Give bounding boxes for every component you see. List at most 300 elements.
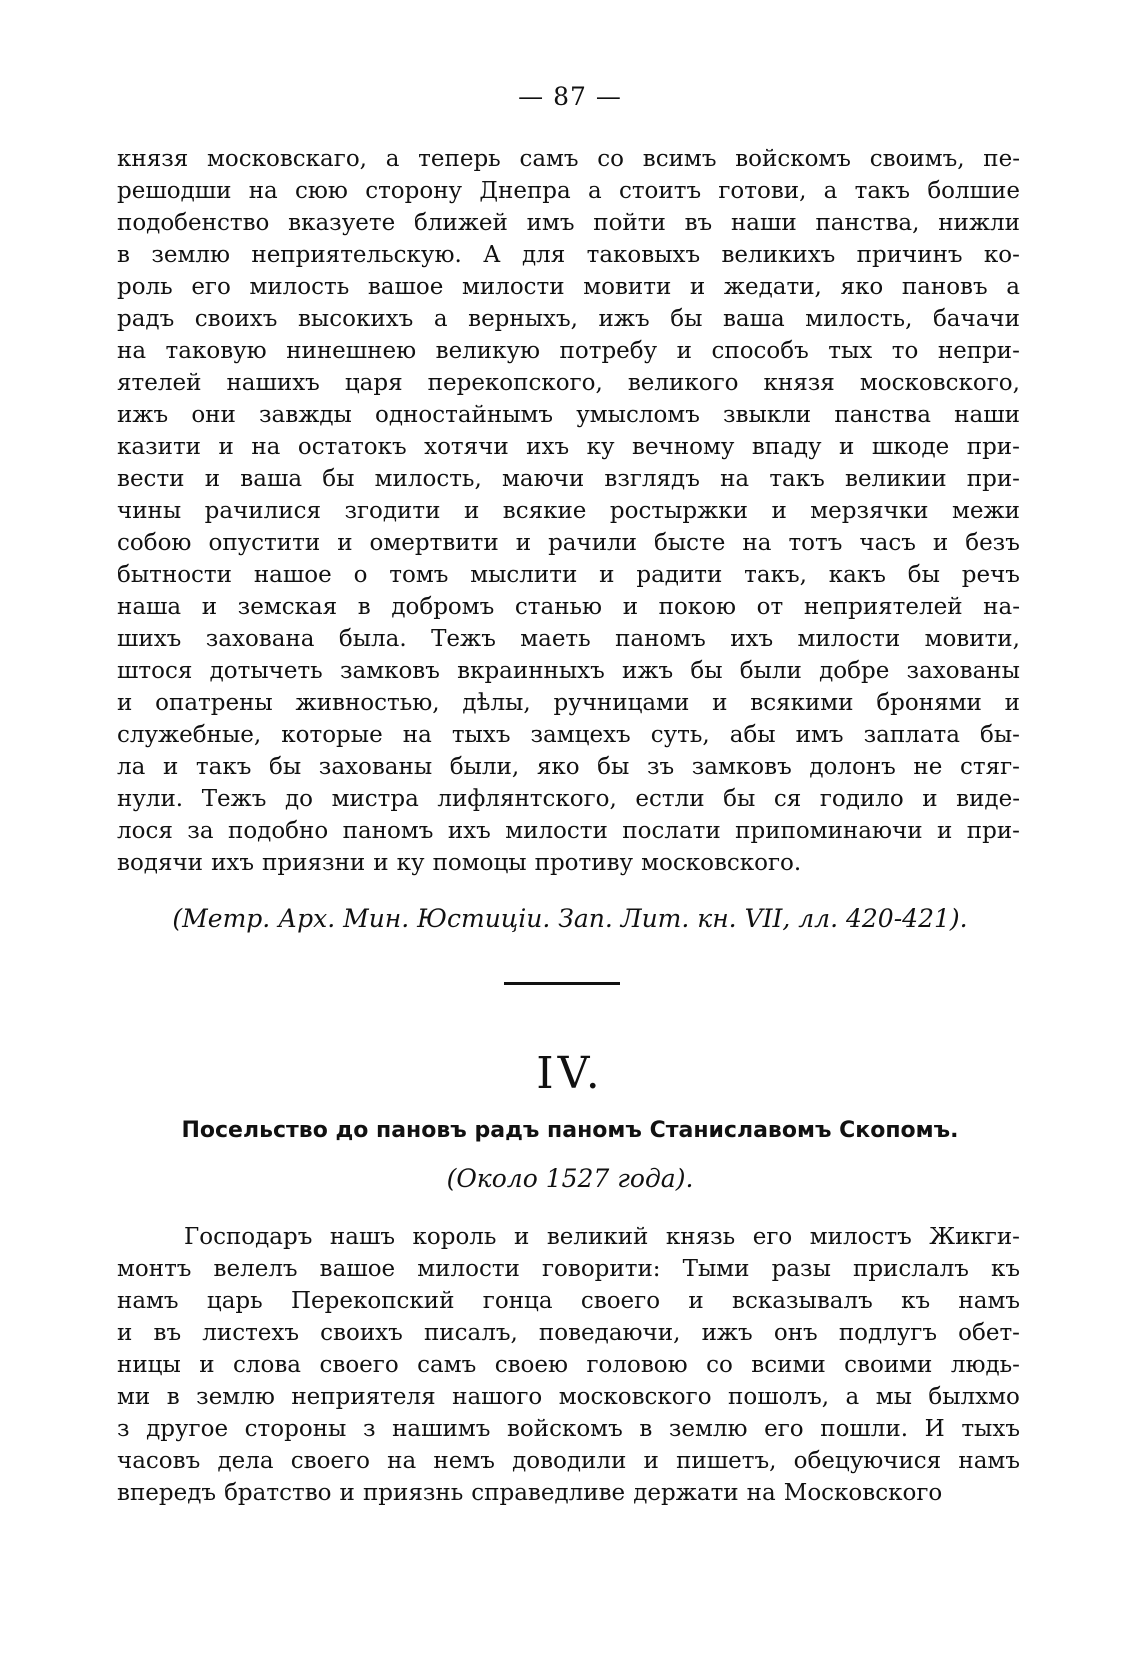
page-number: — 87 — [518,82,622,111]
word: монтъ [117,1256,192,1282]
word: долонъ [809,754,896,780]
word: а [385,146,400,172]
text-line [117,335,1020,367]
word: паномъ [342,818,434,844]
word: и [771,498,787,524]
word: они [191,402,236,428]
word: Жикги- [929,1224,1020,1250]
word: томъ [389,562,449,588]
word: великого [627,370,739,396]
word: на [746,1480,776,1506]
word: нашого [452,1384,543,1410]
word: на- [983,594,1020,620]
word: и [337,530,353,556]
word: и [117,690,133,716]
word: а [1006,274,1020,300]
word: зъ [646,754,675,780]
word: имъ [795,722,844,748]
word: радъ [117,306,175,332]
word: была. [338,626,407,652]
text-line [117,559,1020,591]
word: яко [536,754,580,780]
word: нинешнею [286,338,417,364]
word: нули. [117,786,184,812]
word: дела [217,1448,274,1474]
word: которые [281,722,383,748]
word: гонца [482,1288,553,1314]
word: ла [117,754,146,780]
text-line [117,1349,1020,1381]
word: для [521,242,566,268]
word: и [643,1448,659,1474]
text-line [117,1413,1020,1445]
word: на [117,338,147,364]
word: держати [633,1480,739,1506]
word: И [924,1416,945,1442]
word: мерзячки [810,498,929,524]
word: виде- [956,786,1020,812]
word: ихъ [526,434,570,460]
word: бы [269,754,302,780]
word: ку [586,434,615,460]
word: всказывалъ [732,1288,873,1314]
word: пошолъ, [728,1384,830,1410]
first-section-text [117,143,1020,879]
word: в [166,1384,180,1410]
text-line [117,143,1020,175]
word: были [739,658,802,684]
word: московского, [859,370,1020,396]
word: князь [665,1224,736,1250]
word: бы [597,754,630,780]
word: милости [505,818,608,844]
text-line [117,623,1020,655]
word: и [932,530,949,556]
word: при- [966,818,1020,844]
word: тотъ [788,530,843,556]
word: паномъ [615,626,706,652]
word: своими [844,1352,933,1378]
word: ся [773,786,802,812]
word: вашое [367,274,444,300]
word: маеть [520,626,591,652]
word: нашимъ [392,1416,491,1442]
word: мовити [583,274,672,300]
word: собою [117,530,192,556]
word: справедливе [471,1480,626,1506]
word: великихъ [721,242,836,268]
word: жедати, [723,274,822,300]
word: всякими [750,690,854,716]
word: дотычеть [209,658,323,684]
word: царя [344,370,403,396]
word: нашихъ [226,370,320,396]
word: наши [954,402,1020,428]
word: лося [117,818,173,844]
word: живностью, [295,690,440,716]
word: были, [449,754,520,780]
word: умысломъ [576,402,700,428]
section-heading: Посельство до пановъ радъ паномъ Станиславомъ Скопомъ. [181,1118,959,1143]
word: противу [534,850,634,876]
word: а [845,1384,860,1410]
word: в [639,1416,653,1442]
word: великую [435,338,541,364]
word: войскомъ [735,146,851,172]
word: захованы [906,658,1020,684]
word: абы [729,722,776,748]
word: нижли [938,210,1020,236]
text-line [117,815,1020,847]
word: пойти [593,210,666,236]
text-line [117,719,1020,751]
word: землю [668,1416,748,1442]
word: царь [206,1288,263,1314]
word: на [387,1448,417,1474]
word: суть, [650,722,710,748]
word: король [412,1224,497,1250]
word: мыслити [470,562,578,588]
word: до [285,786,314,812]
word: остатокъ [297,434,407,460]
word: вкраинныхъ [457,658,605,684]
word: всими [751,1352,826,1378]
word: со [706,1352,733,1378]
word: решодши [117,178,232,204]
word: слова [233,1352,302,1378]
word: и [1004,690,1020,716]
word: приязнь [362,1480,464,1506]
word: и [712,690,728,716]
word: болшие [927,178,1020,204]
word: высокихъ [297,306,414,332]
word: причинъ [856,242,963,268]
word: о [353,562,368,588]
text-line [117,591,1020,623]
word: послати [622,818,721,844]
text-line [117,1253,1020,1285]
word: войскомъ [506,1416,623,1442]
text-line [117,303,1020,335]
word: князя [117,146,189,172]
word: межи [951,498,1020,524]
text-line [117,687,1020,719]
word: доводили [512,1448,627,1474]
word: мы [875,1384,912,1410]
word: такъ, [744,562,807,588]
word: и [839,434,855,460]
word: тыхъ [961,1416,1020,1442]
word: станью [514,594,603,620]
citation: (Метр. Арх. Мин. Юстиціи. Зап. Лит. кн. VII, лл. 420-421). [172,904,968,933]
word: звыкли [723,402,812,428]
word: естли [635,786,705,812]
word: бачачи [932,306,1020,332]
word: и [204,466,221,492]
word: нашъ [329,1224,395,1250]
word: намъ [958,1288,1020,1314]
word: и [599,562,615,588]
word: обецуючися [793,1448,942,1474]
word: подобно [228,818,329,844]
word: и [676,338,692,364]
word: ми [117,1384,151,1410]
word: своимъ, [869,146,965,172]
word: добре [819,658,890,684]
word: и [218,434,234,460]
word: взглядъ [604,466,700,492]
word: з [117,1416,130,1442]
word: бы [907,562,940,588]
text-line [117,1445,1020,1477]
word: наши [730,210,797,236]
word: подобенство [117,210,270,236]
word: служебные, [117,722,262,748]
word: при- [966,466,1020,492]
word: припоминаючи [735,818,923,844]
word: пишетъ, [676,1448,777,1474]
word: бы [322,466,355,492]
word: и [689,274,706,300]
word: Московского [783,1480,943,1506]
word: ручницами [553,690,690,716]
word: замковъ [339,658,440,684]
word: добромъ [391,594,495,620]
word: верныхъ, [468,306,578,332]
word: намъ [958,1448,1020,1474]
word: непри- [937,338,1020,364]
word: тыхъ [451,722,511,748]
word: замцехъ [530,722,631,748]
word: от [756,594,784,620]
word: и [199,1352,215,1378]
word: тых [828,338,873,364]
word: ницы [117,1352,181,1378]
word: Перекопский [290,1288,455,1314]
word: нашое [253,562,332,588]
word: братство [224,1480,332,1506]
word: водячи [117,850,204,876]
word: заплата [863,722,960,748]
word: пановъ [901,274,988,300]
word: и [513,1224,530,1250]
word: теперь [418,146,501,172]
word: пошли. [820,1416,909,1442]
word: земская [237,594,338,620]
word: своего [290,1448,370,1474]
word: бы [723,786,756,812]
word: ростыржки [609,498,748,524]
word: стяг- [959,754,1020,780]
word: Тежъ [431,626,496,652]
word: мистра [331,786,419,812]
word: со [597,146,625,172]
section-numeral: IV. [536,1048,604,1099]
word: вести [117,466,185,492]
word: бытности [117,562,232,588]
word: безъ [965,530,1020,556]
word: и [515,530,532,556]
text-line [117,1477,1020,1509]
word: былхмо [928,1384,1020,1410]
text-line [117,655,1020,687]
word: Тыми [682,1256,750,1282]
word: панства, [815,210,920,236]
word: обет- [958,1320,1020,1346]
word: ихъ [211,850,254,876]
word: милость [249,274,350,300]
word: ихъ [730,626,774,652]
word: роль [117,274,173,300]
word: говорити: [541,1256,661,1282]
word: своего [580,1288,661,1314]
text-line [117,367,1020,399]
word: впередъ [117,1480,217,1506]
word: землю [151,242,230,268]
word: при- [966,434,1020,460]
text-line [117,1381,1020,1413]
word: способъ [711,338,809,364]
word: своихъ [320,1320,403,1346]
text-line [117,495,1020,527]
word: и [936,818,953,844]
word: бысте [654,530,726,556]
word: и [162,754,179,780]
text-line [117,399,1020,431]
word: перекопского, [427,370,603,396]
word: московского. [641,850,802,876]
word: радити [636,562,723,588]
word: такъ [769,466,825,492]
word: захована [205,626,315,652]
word: головою [586,1352,688,1378]
section-divider [504,982,620,985]
word: часъ [859,530,916,556]
word: имъ [526,210,575,236]
word: потребу [559,338,658,364]
word: самъ [417,1352,477,1378]
word: згодити [344,498,441,524]
word: московскаго, [207,146,367,172]
word: и [922,786,938,812]
word: намъ [117,1288,179,1314]
word: впаду [751,434,822,460]
word: замковъ [691,754,792,780]
word: писалъ, [423,1320,518,1346]
word: опатрены [155,690,273,716]
word: поведаючи, [538,1320,681,1346]
word: всякие [502,498,587,524]
word: шихъ [117,626,182,652]
text-line [117,207,1020,239]
word: шкоде [871,434,950,460]
word: такъ [195,754,252,780]
word: неприятеля [291,1384,436,1410]
word: Тежъ [201,786,267,812]
word: стороны [244,1416,347,1442]
word: а [433,306,448,332]
word: помоцы [432,850,527,876]
text-line [117,1285,1020,1317]
word: подлугъ [838,1320,937,1346]
text-line [117,783,1020,815]
word: ижъ [701,1320,753,1346]
text-line [117,175,1020,207]
word: бы [670,306,703,332]
word: вказуете [288,210,396,236]
word: в [117,242,130,268]
word: его [191,274,231,300]
word: мовити, [924,626,1020,652]
word: ваша [722,306,785,332]
word: лифлянтского, [437,786,617,812]
word: штося [117,658,193,684]
word: своего [319,1352,399,1378]
text-line [117,431,1020,463]
word: Господаръ [184,1224,313,1250]
word: московского [558,1384,712,1410]
word: сторону [365,178,463,204]
word: ваша [240,466,303,492]
word: такъ [854,178,911,204]
word: часовъ [117,1448,201,1474]
word: и [688,1288,704,1314]
word: хотячи [424,434,509,460]
word: бронями [876,690,982,716]
text-line [117,527,1020,559]
word: одностайнымъ [375,402,554,428]
word: то [891,338,919,364]
word: онъ [773,1320,818,1346]
word: приязни [262,850,366,876]
word: на [742,530,772,556]
word: завжды [259,402,352,428]
word: таковую [165,338,267,364]
word: на [248,178,278,204]
word: дѣлы, [462,690,531,716]
word: въ [153,1320,182,1346]
word: милости [797,626,901,652]
word: вашое [319,1256,396,1282]
word: омертвити [369,530,499,556]
text-line [117,463,1020,495]
word: великий [546,1224,649,1250]
word: таковыхъ [586,242,701,268]
word: казити [117,434,202,460]
word: бы [690,658,723,684]
word: готови, [718,178,807,204]
word: всимъ [642,146,717,172]
word: панства [834,402,931,428]
word: яко [840,274,884,300]
word: къ [990,1256,1020,1282]
word: за [187,818,214,844]
word: и [201,594,218,620]
word: и [339,1480,355,1506]
word: бы- [979,722,1020,748]
word: къ [901,1288,931,1314]
word: самъ [519,146,579,172]
word: покою [658,594,737,620]
word: речъ [961,562,1020,588]
word: и [373,850,389,876]
word: своею [494,1352,569,1378]
word: на [720,466,750,492]
word: неприятельскую. [251,242,462,268]
word: и [117,1320,133,1346]
section-date: (Около 1527 года). [446,1164,694,1193]
text-line [117,271,1020,303]
